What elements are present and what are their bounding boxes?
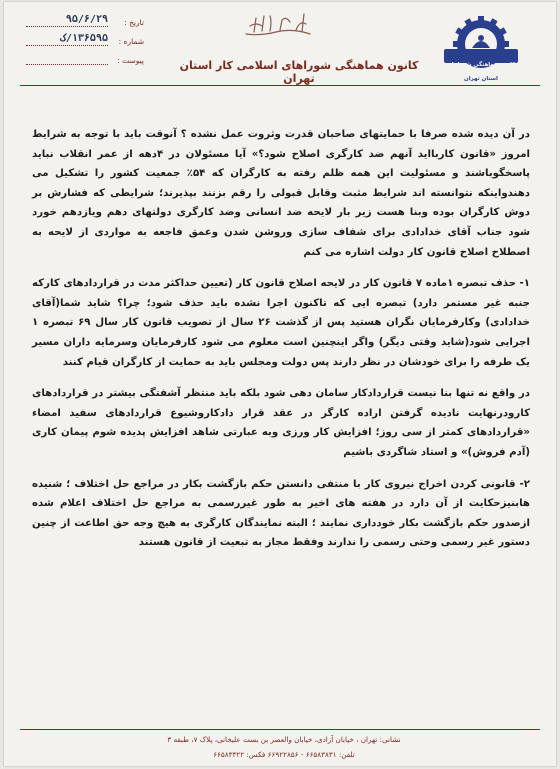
- number-row: [26, 33, 144, 52]
- attachment-label: پیوست :: [117, 56, 144, 65]
- date-value: ۹۵/۶/۲۹: [65, 14, 108, 25]
- logo-caption: [436, 62, 526, 83]
- date-dotted-line: [26, 26, 108, 27]
- footer-address: نشانی: تهران ، خیابان آزادی، خیابان والعصر بن بست علیخانی، پلاک ۷، طبقه ۳: [167, 735, 401, 744]
- paragraph-3: در واقع نه تنها بنا نیست قراردادکار سامان دهی شود بلکه باید منتظر آشفتگی بیشتر در قراردادهای کارودرنهایت نادیده گرفتن اراده کارگر در عقد قرار دادکاروشیوع قراردادهای سفید امضاء «قراردادهای کمتر از سی روز؛ افزایش کار ورزی وبه عبارتی شاهد افزایش پدیده شوم پیمان کاری (آدم فروش)» و استاد شاگردی باشیم: [32, 388, 530, 458]
- letter-body: [32, 125, 530, 553]
- number-label: شماره :: [118, 37, 144, 46]
- logo-caption-line2: استان تهران: [464, 76, 498, 82]
- paragraph-2: ۱- حذف تبصره ۱ماده ۷ قانون کار در لایحه اصلاح قانون کار (تعیین حداکثر مدت در قراردادهای کارکه جنبه غیر مستمر دارد) تبصره ایی که تاکنون اجرا نشده باید حذف شود؛ چرا؟ شاید شما(آقای خدادادی) وکارفرمایان نگران هستید پس از گذشت ۲۶ سال از تصویب قانون کار سال ۶۹ تبصره ۱ اجرایی شود(شاید وقتی دیگر) واگر اینچنین است معلوم می شود کارفرمایان وسرمایه داران مسیر یک طرفه را برای خودشان در نظر دارند پس دولت ومجلس باید به حمایت از کارگران قیام کنند: [32, 278, 531, 368]
- bismillah-calligraphy-icon: [240, 10, 320, 40]
- letter-meta: [26, 14, 144, 71]
- organization-name: کانون هماهنگی شوراهای اسلامی کار استان تهران: [179, 59, 419, 85]
- attachment-dotted-line: [26, 64, 108, 65]
- date-label: تاریخ :: [124, 18, 144, 27]
- attachment-row: [26, 52, 144, 71]
- paragraph-4: ۲- قانونی کردن اخراج نیروی کار با منتفی دانستن حکم بازگشت بکار در مراجع حل اختلاف ؛ شنیده هابنیزحکایت از آن دارد در هفته های اخیر به طور غیررسمی به مراجع حل اختلاف اعلام شده ازصدور حکم بازگشت بکار خودداری نمایند ؛ البته نمایندگان کارگری به هیچ وجه حق اطاعت از چنین دستور غیر رسمی وحتی رسمی را ندارند وفقط مجاز به تبعیت از قانون هستند: [32, 478, 530, 549]
- paragraph-1: در آن دیده شده صرفا با حمایتهای صاحبان قدرت وثروت عمل نشده ؟ آنوقت باید با توجه به شرایط امروز «قانون کاربااید آنهم ضد کارگری اصلاح شود؟» آیا مسئولان در ۴دهه از عمر انقلاب نباید پاسخگوباشند و مسئولیت این همه ظلم رفته به کارگران که ۵۴٪ جمعیت کشور را تشکیل می دهندواینکه نتوانسته اند شرایط مثبت وقابل قبولی را رقم بزنند بپذیرند؛ شرایطی که فشارش بر دوش کارگران بوده وبنا هست زیر بار لایحه ضد انسانی وضد کارگری دولتهای دهم ویازدهم خورد شود جناب آقای خدادادی برای شفاف سازی وروشن شدن وعمق فاجعه به مواردی از لایحه به اصطلاح اصلاح قانون کار دولت اشاره می کنم: [32, 129, 530, 258]
- letter-page: [4, 2, 556, 766]
- number-dotted-line: [26, 45, 108, 46]
- footer-divider: [20, 729, 540, 730]
- date-row: [26, 14, 144, 33]
- logo-caption-line1: کانون هماهنگی شوراهای اسلامی کار: [446, 62, 516, 75]
- header-divider: [20, 85, 540, 86]
- number-value: ۱۳۶۵۹۵/ک: [59, 33, 108, 44]
- footer-phones: تلفن: ۶۶۵۸۳۸۳۱ - ۶۶۹۲۲۸۵۶ فکس: ۶۶۵۸۳۳۲۲: [213, 750, 355, 759]
